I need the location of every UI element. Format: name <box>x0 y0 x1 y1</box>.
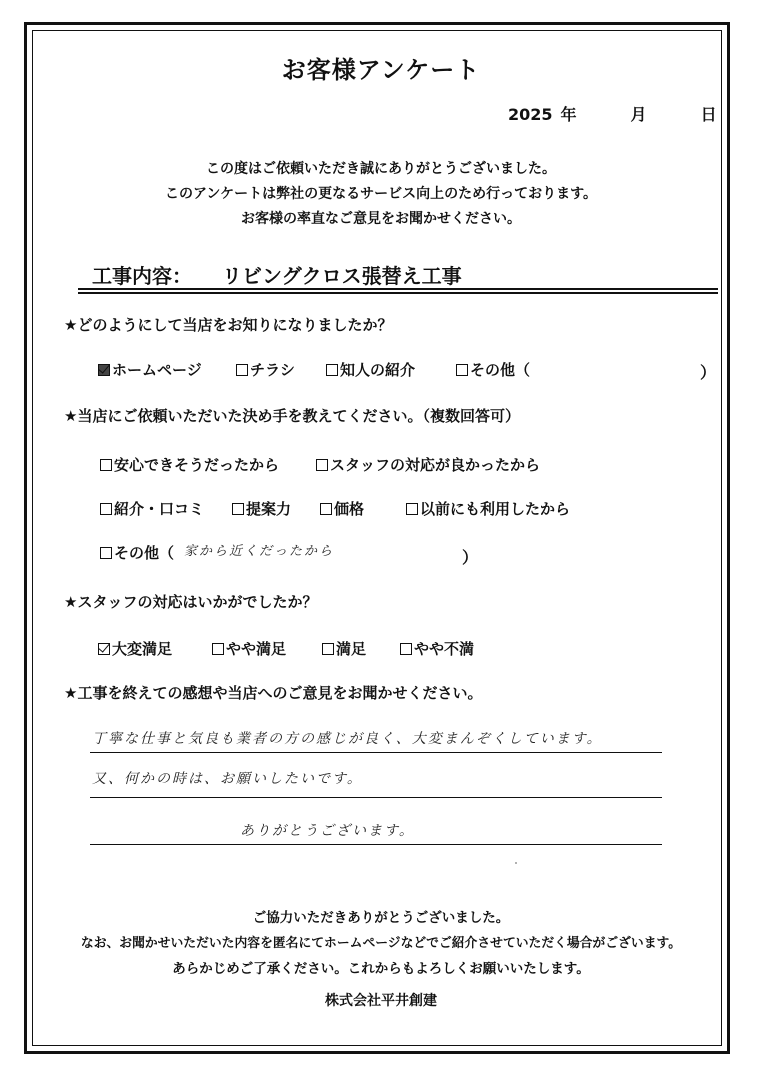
q2-option-label: その他（ <box>114 544 175 562</box>
q4-answer-line-3[interactable]: ありがとうございます。 <box>240 823 415 839</box>
footer-line-3: あらかじめご了承ください。これからもよろしくお願いいたします。 <box>172 961 590 977</box>
q2-option-label: スタッフの対応が良かったから <box>330 456 541 474</box>
q2-question: ★当店にご依頼いただいた決め手を教えてください。（複数回答可） <box>64 407 520 425</box>
q1-option-label: その他（ <box>470 361 531 379</box>
checkbox-icon[interactable] <box>326 364 338 376</box>
date-month-unit: 月 <box>630 105 647 124</box>
page-title: お客様アンケート <box>281 56 481 84</box>
answer-rule-1 <box>90 752 662 753</box>
intro-line-1: この度はご依頼いただき誠にありがとうございました。 <box>206 161 556 177</box>
checkbox-icon[interactable] <box>232 503 244 515</box>
work-underline-2 <box>78 292 718 294</box>
q2-option-label: 紹介・口コミ <box>114 500 205 518</box>
speck <box>515 862 517 864</box>
q3-option-label: 大変満足 <box>112 640 173 658</box>
q1-option-label: ホームページ <box>112 361 202 379</box>
q3-option-label: やや満足 <box>226 640 287 658</box>
q3-question: ★スタッフの対応はいかがでしたか？ <box>64 593 318 611</box>
q2-other-answer[interactable]: 家から近くだったから <box>184 544 335 559</box>
q1-close-paren: ） <box>700 363 717 382</box>
work-value: リビングクロス張替え工事 <box>222 264 462 288</box>
intro-line-3: お客様の率直なご意見をお聞かせください。 <box>241 211 521 227</box>
q2-option-price[interactable] <box>320 498 364 519</box>
q3-option-satisfied[interactable] <box>322 638 366 659</box>
q3-option-somewhat-satisfied[interactable] <box>212 638 286 659</box>
checkbox-icon[interactable] <box>236 364 248 376</box>
checkbox-icon[interactable] <box>320 503 332 515</box>
q2-option-other[interactable] <box>100 542 174 563</box>
checkbox-icon[interactable] <box>316 459 328 471</box>
checkbox-icon[interactable] <box>100 459 112 471</box>
work-underline <box>78 288 718 290</box>
checkbox-icon[interactable] <box>100 547 112 559</box>
checkbox-checked-icon[interactable] <box>98 364 110 376</box>
q2-option-label: 以前にも利用したから <box>420 500 571 518</box>
q1-option-label: 知人の紹介 <box>340 361 416 379</box>
q2-option-reassuring[interactable] <box>100 454 279 475</box>
q1-option-flyer[interactable] <box>236 359 295 380</box>
q1-option-label: チラシ <box>250 361 296 379</box>
footer-line-2: なお、お聞かせいただいた内容を匿名にてホームページなどでご紹介させていただく場合がございます。 <box>80 936 682 951</box>
q1-option-homepage[interactable] <box>98 359 202 380</box>
date-year: 2025 <box>508 105 553 124</box>
work-label: 工事内容： <box>92 264 192 288</box>
company-name: 株式会社平井創建 <box>325 993 437 1009</box>
q3-option-label: やや不満 <box>414 640 475 658</box>
q3-option-somewhat-dissatisfied[interactable] <box>400 638 474 659</box>
q1-option-other[interactable] <box>456 359 530 380</box>
footer-line-1: ご協力いただきありがとうございました。 <box>252 910 510 926</box>
intro-line-2: このアンケートは弊社の更なるサービス向上のため行っております。 <box>164 186 598 202</box>
q4-answer-line-1[interactable]: 丁寧な仕事と気良も業者の方の感じが良く、大変まんぞくしています。 <box>92 731 603 747</box>
q1-option-referral[interactable] <box>326 359 415 380</box>
q3-option-label: 満足 <box>336 640 367 658</box>
checkbox-icon[interactable] <box>456 364 468 376</box>
checkbox-icon[interactable] <box>406 503 418 515</box>
date-day-unit: 日 <box>700 105 717 124</box>
date-line <box>508 102 745 125</box>
q1-question: ★どのようにして当店をお知りになりましたか？ <box>64 316 393 334</box>
answer-rule-3 <box>90 844 662 845</box>
checkbox-icon[interactable] <box>322 643 334 655</box>
q2-close-paren: ） <box>462 548 479 567</box>
checkbox-icon[interactable] <box>212 643 224 655</box>
q4-answer-line-2[interactable]: 又、何かの時は、お願いしたいです。 <box>92 771 363 787</box>
checkbox-icon[interactable] <box>100 503 112 515</box>
q2-option-repeat[interactable] <box>406 498 570 519</box>
checkbox-checked-icon[interactable] <box>98 643 110 655</box>
q2-option-label: 提案力 <box>246 500 292 518</box>
q2-option-staff[interactable] <box>316 454 540 475</box>
q2-option-proposal[interactable] <box>232 498 291 519</box>
q3-option-very-satisfied[interactable] <box>98 638 172 659</box>
q2-option-label: 価格 <box>334 500 365 518</box>
answer-rule-2 <box>90 797 662 798</box>
q2-option-referral[interactable] <box>100 498 204 519</box>
q4-question: ★工事を終えての感想や当店へのご意見をお聞かせください。 <box>64 684 483 702</box>
checkbox-icon[interactable] <box>400 643 412 655</box>
date-year-unit: 年 <box>560 105 577 124</box>
q2-option-label: 安心できそうだったから <box>114 456 280 474</box>
